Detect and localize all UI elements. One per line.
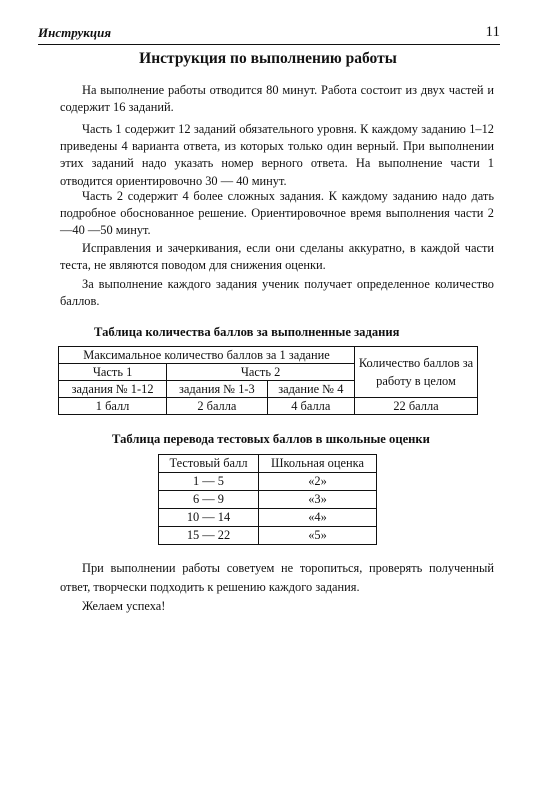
- section-title: Инструкция: [38, 25, 112, 40]
- score-total: 22 балла: [355, 398, 478, 415]
- page-number: 11: [485, 24, 500, 40]
- score-range: 6 — 9: [159, 491, 259, 509]
- paragraph-part1: Часть 1 содержит 12 заданий обязательного уровня. К каждому заданию 1–12 приведены 4 варианта ответа, из которых только один верный. При выполнении этих заданий надо указать номер верного ответа. На выполнение части 1 отводится ориентировочно 30 — 40 минут.: [60, 122, 494, 188]
- school-grade-header: Школьная оценка: [259, 455, 377, 473]
- tasks-1-12-header: задания № 1-12: [59, 381, 167, 398]
- grade: «2»: [259, 473, 377, 491]
- table-row: [159, 509, 377, 527]
- score-table: [58, 346, 478, 415]
- grade-table: [158, 454, 377, 545]
- score-range: 1 — 5: [159, 473, 259, 491]
- score-tasks-1-12: 1 балл: [59, 398, 167, 415]
- table-row: [159, 491, 377, 509]
- score-range: 15 — 22: [159, 527, 259, 545]
- closing-wish: Желаем успеха!: [82, 599, 166, 613]
- test-score-header: Тестовый балл: [159, 455, 259, 473]
- grade: «4»: [259, 509, 377, 527]
- paragraph-scoring: За выполнение каждого задания ученик получает определенное количество баллов.: [60, 277, 494, 309]
- score-tasks-1-3: 2 балла: [167, 398, 267, 415]
- grade: «3»: [259, 491, 377, 509]
- table2-caption: Таблица перевода тестовых баллов в школьные оценки: [112, 432, 430, 446]
- table-row: [159, 473, 377, 491]
- table-row: [159, 527, 377, 545]
- part1-header: Часть 1: [59, 364, 167, 381]
- table1-caption: Таблица количества баллов за выполненные задания: [94, 325, 400, 339]
- score-range: 10 — 14: [159, 509, 259, 527]
- closing-text: [60, 559, 494, 616]
- paragraph-corrections: Исправления и зачеркивания, если они сделаны аккуратно, в каждой части теста, не являются поводом для снижения оценки.: [60, 241, 494, 273]
- running-header: [38, 22, 500, 45]
- paragraph-part2: Часть 2 содержит 4 более сложных задания. К каждому заданию надо дать подробное обоснованное решение. Ориентировочное время выполнения части 2—40 —50 минут.: [60, 189, 494, 238]
- closing-advice: При выполнении работы советуем не торопиться, проверять полученный ответ, творчески подходить к решению каждого задания.: [60, 561, 494, 594]
- tasks-1-3-header: задания № 1-3: [167, 381, 267, 398]
- score-task-4: 4 балла: [267, 398, 354, 415]
- max-score-header: Максимальное количество баллов за 1 задание: [59, 347, 355, 364]
- task-4-header: задание № 4: [267, 381, 354, 398]
- total-score-header: Количество баллов за работу в целом: [355, 347, 478, 398]
- part2-header: Часть 2: [167, 364, 355, 381]
- paragraph-duration: На выполнение работы отводится 80 минут. Работа состоит из двух частей и содержит 16 заданий.: [60, 83, 494, 115]
- grade: «5»: [259, 527, 377, 545]
- page-title: Инструкция по выполнению работы: [139, 50, 397, 67]
